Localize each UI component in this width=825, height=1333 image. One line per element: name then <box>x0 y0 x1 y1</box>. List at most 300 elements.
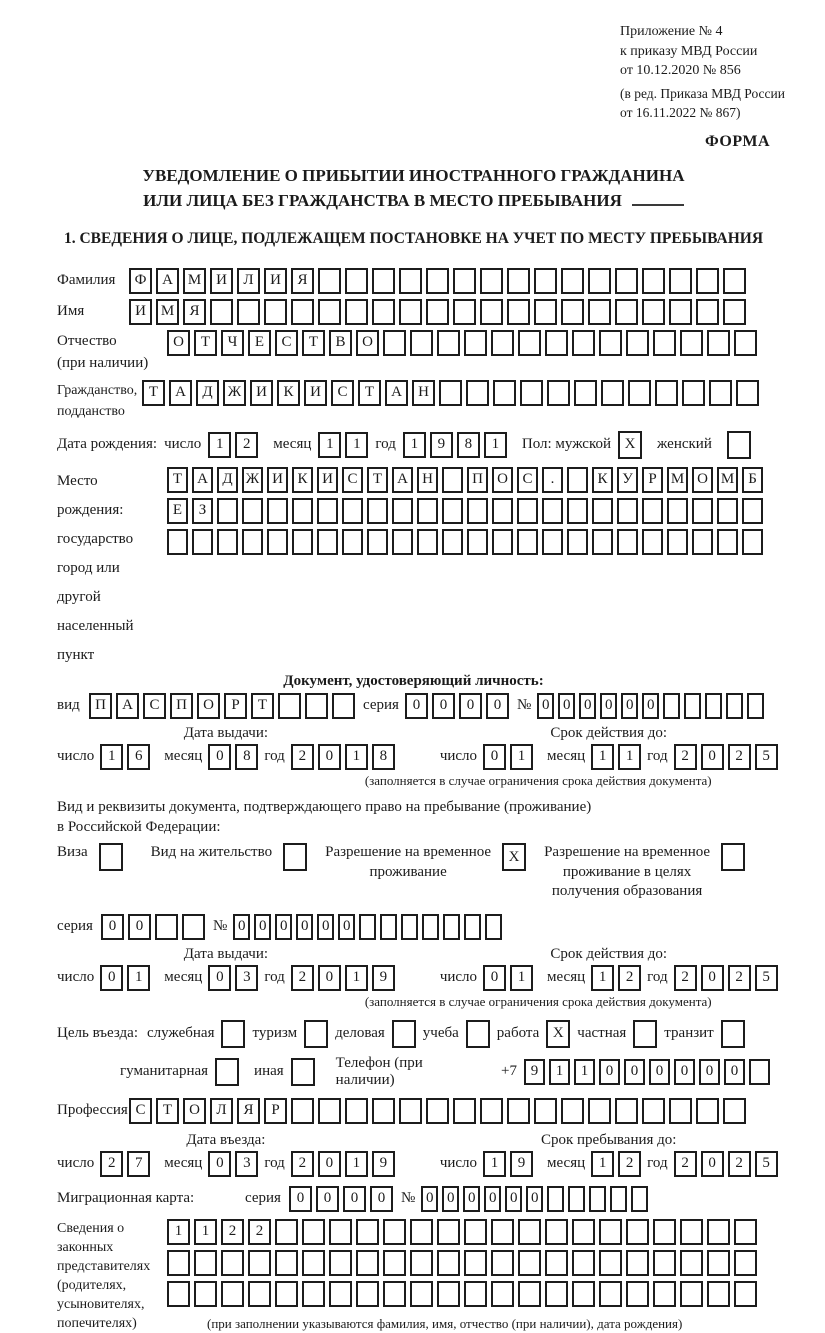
form-cell[interactable]: 0 <box>600 693 617 719</box>
form-cell[interactable] <box>736 380 759 406</box>
form-cell[interactable] <box>210 299 233 325</box>
form-cell[interactable] <box>682 380 705 406</box>
form-cell[interactable]: 1 <box>318 432 341 458</box>
form-cell[interactable]: 0 <box>674 1059 695 1085</box>
form-cell[interactable] <box>680 1281 703 1307</box>
form-cell[interactable] <box>410 1219 433 1245</box>
form-cell[interactable] <box>399 299 422 325</box>
form-cell[interactable]: 0 <box>649 1059 670 1085</box>
female-checkbox[interactable] <box>727 431 751 459</box>
form-cell[interactable]: Н <box>412 380 435 406</box>
form-cell[interactable] <box>547 380 570 406</box>
form-cell[interactable]: 0 <box>208 965 231 991</box>
form-cell[interactable]: А <box>385 380 408 406</box>
form-cell[interactable]: 0 <box>254 914 271 940</box>
form-cell[interactable]: А <box>116 693 139 719</box>
form-cell[interactable] <box>610 1186 627 1212</box>
form-cell[interactable] <box>466 380 489 406</box>
form-cell[interactable] <box>426 1098 449 1124</box>
form-cell[interactable] <box>655 380 678 406</box>
form-cell[interactable]: С <box>143 693 166 719</box>
form-cell[interactable]: 1 <box>574 1059 595 1085</box>
form-cell[interactable] <box>410 330 433 356</box>
form-cell[interactable] <box>194 1281 217 1307</box>
form-cell[interactable]: 2 <box>291 965 314 991</box>
form-cell[interactable]: 0 <box>463 1186 480 1212</box>
form-cell[interactable]: 1 <box>345 965 368 991</box>
form-cell[interactable] <box>545 1250 568 1276</box>
form-cell[interactable]: Т <box>156 1098 179 1124</box>
form-cell[interactable]: 1 <box>591 965 614 991</box>
form-cell[interactable] <box>547 1186 564 1212</box>
form-cell[interactable]: 8 <box>372 744 395 770</box>
form-cell[interactable]: 2 <box>674 965 697 991</box>
form-cell[interactable]: 2 <box>618 1151 641 1177</box>
form-cell[interactable]: К <box>277 380 300 406</box>
form-cell[interactable] <box>167 529 188 555</box>
form-cell[interactable]: Н <box>417 467 438 493</box>
form-cell[interactable] <box>692 498 713 524</box>
form-cell[interactable] <box>426 299 449 325</box>
form-cell[interactable] <box>467 529 488 555</box>
form-cell[interactable] <box>507 299 530 325</box>
form-cell[interactable]: 0 <box>316 1186 339 1212</box>
form-cell[interactable] <box>464 914 481 940</box>
form-cell[interactable] <box>401 914 418 940</box>
form-cell[interactable]: В <box>329 330 352 356</box>
form-cell[interactable] <box>615 1098 638 1124</box>
form-cell[interactable]: 0 <box>100 965 123 991</box>
form-cell[interactable] <box>275 1281 298 1307</box>
form-cell[interactable] <box>642 299 665 325</box>
form-cell[interactable] <box>734 330 757 356</box>
form-cell[interactable] <box>332 693 355 719</box>
form-cell[interactable] <box>318 1098 341 1124</box>
form-cell[interactable] <box>291 1098 314 1124</box>
form-cell[interactable]: 0 <box>289 1186 312 1212</box>
form-cell[interactable]: 5 <box>755 744 778 770</box>
form-cell[interactable]: 0 <box>483 965 506 991</box>
form-cell[interactable]: 0 <box>526 1186 543 1212</box>
form-cell[interactable]: Ч <box>221 330 244 356</box>
form-cell[interactable] <box>574 380 597 406</box>
form-cell[interactable] <box>542 529 563 555</box>
form-cell[interactable]: 2 <box>248 1219 271 1245</box>
form-cell[interactable] <box>367 529 388 555</box>
form-cell[interactable] <box>572 330 595 356</box>
form-cell[interactable]: О <box>492 467 513 493</box>
form-cell[interactable] <box>742 498 763 524</box>
form-cell[interactable] <box>242 529 263 555</box>
form-cell[interactable] <box>626 1281 649 1307</box>
form-cell[interactable]: Ф <box>129 268 152 294</box>
form-cell[interactable] <box>617 529 638 555</box>
form-cell[interactable] <box>275 1250 298 1276</box>
form-cell[interactable]: Д <box>217 467 238 493</box>
form-cell[interactable] <box>642 268 665 294</box>
form-cell[interactable] <box>302 1250 325 1276</box>
form-cell[interactable] <box>707 330 730 356</box>
form-cell[interactable]: К <box>292 467 313 493</box>
form-cell[interactable] <box>392 529 413 555</box>
form-cell[interactable] <box>372 268 395 294</box>
form-cell[interactable] <box>491 330 514 356</box>
form-cell[interactable]: М <box>183 268 206 294</box>
form-cell[interactable] <box>192 529 213 555</box>
form-cell[interactable]: П <box>467 467 488 493</box>
form-cell[interactable] <box>545 1219 568 1245</box>
form-cell[interactable]: М <box>667 467 688 493</box>
form-cell[interactable]: 0 <box>318 965 341 991</box>
form-cell[interactable] <box>568 1186 585 1212</box>
form-cell[interactable] <box>749 1059 770 1085</box>
form-cell[interactable]: 0 <box>724 1059 745 1085</box>
form-cell[interactable] <box>542 498 563 524</box>
form-cell[interactable] <box>480 1098 503 1124</box>
form-cell[interactable] <box>572 1219 595 1245</box>
form-cell[interactable]: О <box>183 1098 206 1124</box>
form-cell[interactable] <box>518 1219 541 1245</box>
form-cell[interactable] <box>167 1250 190 1276</box>
form-cell[interactable] <box>669 1098 692 1124</box>
form-cell[interactable] <box>592 498 613 524</box>
form-cell[interactable] <box>317 529 338 555</box>
form-cell[interactable]: Д <box>196 380 219 406</box>
form-cell[interactable]: 9 <box>372 1151 395 1177</box>
form-cell[interactable] <box>545 330 568 356</box>
form-cell[interactable] <box>302 1219 325 1245</box>
form-cell[interactable] <box>734 1219 757 1245</box>
form-cell[interactable] <box>442 467 463 493</box>
form-cell[interactable] <box>410 1281 433 1307</box>
form-cell[interactable]: 0 <box>579 693 596 719</box>
form-cell[interactable]: О <box>167 330 190 356</box>
form-cell[interactable] <box>399 1098 422 1124</box>
form-cell[interactable] <box>684 693 701 719</box>
form-cell[interactable] <box>717 498 738 524</box>
form-cell[interactable]: Л <box>237 268 260 294</box>
form-cell[interactable]: Ж <box>223 380 246 406</box>
form-cell[interactable] <box>442 529 463 555</box>
form-cell[interactable] <box>291 299 314 325</box>
form-cell[interactable] <box>305 693 328 719</box>
form-cell[interactable]: 1 <box>100 744 123 770</box>
form-cell[interactable] <box>345 299 368 325</box>
form-cell[interactable] <box>653 1250 676 1276</box>
form-cell[interactable] <box>329 1219 352 1245</box>
form-cell[interactable] <box>572 1250 595 1276</box>
form-cell[interactable]: Т <box>367 467 388 493</box>
form-cell[interactable] <box>680 1219 703 1245</box>
form-cell[interactable]: 0 <box>537 693 554 719</box>
form-cell[interactable]: 0 <box>701 965 724 991</box>
form-cell[interactable]: 2 <box>674 1151 697 1177</box>
form-cell[interactable]: 1 <box>510 965 533 991</box>
form-cell[interactable]: 0 <box>208 1151 231 1177</box>
form-cell[interactable] <box>383 1219 406 1245</box>
form-cell[interactable] <box>437 1219 460 1245</box>
form-cell[interactable] <box>726 693 743 719</box>
purpose-tourism-checkbox[interactable] <box>304 1020 328 1048</box>
form-cell[interactable] <box>383 1281 406 1307</box>
form-cell[interactable] <box>491 1281 514 1307</box>
form-cell[interactable] <box>437 1281 460 1307</box>
form-cell[interactable] <box>696 299 719 325</box>
form-cell[interactable]: 0 <box>486 693 509 719</box>
form-cell[interactable]: И <box>264 268 287 294</box>
form-cell[interactable]: Т <box>302 330 325 356</box>
form-cell[interactable] <box>696 1098 719 1124</box>
form-cell[interactable] <box>453 1098 476 1124</box>
form-cell[interactable] <box>626 1219 649 1245</box>
form-cell[interactable]: 1 <box>510 744 533 770</box>
form-cell[interactable]: . <box>542 467 563 493</box>
form-cell[interactable] <box>642 498 663 524</box>
form-cell[interactable] <box>680 1250 703 1276</box>
form-cell[interactable] <box>705 693 722 719</box>
form-cell[interactable]: П <box>89 693 112 719</box>
form-cell[interactable] <box>267 498 288 524</box>
form-cell[interactable] <box>615 268 638 294</box>
temporary-residence-education-checkbox[interactable] <box>721 843 745 871</box>
form-cell[interactable] <box>692 529 713 555</box>
form-cell[interactable] <box>626 330 649 356</box>
purpose-other-checkbox[interactable] <box>291 1058 315 1086</box>
form-cell[interactable] <box>392 498 413 524</box>
form-cell[interactable]: 9 <box>372 965 395 991</box>
form-cell[interactable] <box>217 529 238 555</box>
form-cell[interactable]: К <box>592 467 613 493</box>
form-cell[interactable] <box>275 1219 298 1245</box>
form-cell[interactable]: 9 <box>430 432 453 458</box>
form-cell[interactable]: 0 <box>624 1059 645 1085</box>
male-checkbox[interactable]: X <box>618 431 642 459</box>
form-cell[interactable] <box>561 268 584 294</box>
form-cell[interactable] <box>292 529 313 555</box>
form-cell[interactable] <box>667 529 688 555</box>
form-cell[interactable]: Р <box>642 467 663 493</box>
form-cell[interactable] <box>493 380 516 406</box>
form-cell[interactable]: 2 <box>728 744 751 770</box>
form-cell[interactable]: 0 <box>128 914 151 940</box>
form-cell[interactable]: 1 <box>194 1219 217 1245</box>
form-cell[interactable] <box>410 1250 433 1276</box>
purpose-transit-checkbox[interactable] <box>721 1020 745 1048</box>
form-cell[interactable] <box>517 529 538 555</box>
form-cell[interactable] <box>464 1219 487 1245</box>
form-cell[interactable] <box>601 380 624 406</box>
form-cell[interactable] <box>561 299 584 325</box>
form-cell[interactable]: 0 <box>699 1059 720 1085</box>
form-cell[interactable] <box>507 268 530 294</box>
form-cell[interactable] <box>669 268 692 294</box>
form-cell[interactable]: И <box>267 467 288 493</box>
form-cell[interactable]: 0 <box>233 914 250 940</box>
form-cell[interactable]: 1 <box>549 1059 570 1085</box>
form-cell[interactable] <box>372 299 395 325</box>
form-cell[interactable]: 0 <box>370 1186 393 1212</box>
form-cell[interactable] <box>723 299 746 325</box>
form-cell[interactable] <box>426 268 449 294</box>
form-cell[interactable]: 2 <box>728 965 751 991</box>
form-cell[interactable] <box>467 498 488 524</box>
form-cell[interactable] <box>617 498 638 524</box>
form-cell[interactable] <box>356 1219 379 1245</box>
form-cell[interactable] <box>545 1281 568 1307</box>
form-cell[interactable] <box>534 1098 557 1124</box>
form-cell[interactable] <box>628 380 651 406</box>
form-cell[interactable]: О <box>356 330 379 356</box>
form-cell[interactable]: М <box>717 467 738 493</box>
form-cell[interactable] <box>464 1250 487 1276</box>
form-cell[interactable] <box>653 330 676 356</box>
form-cell[interactable]: Т <box>251 693 274 719</box>
form-cell[interactable] <box>742 529 763 555</box>
form-cell[interactable]: 0 <box>338 914 355 940</box>
residence-permit-checkbox[interactable] <box>283 843 307 871</box>
form-cell[interactable] <box>653 1219 676 1245</box>
form-cell[interactable] <box>696 268 719 294</box>
form-cell[interactable] <box>439 380 462 406</box>
form-cell[interactable]: Т <box>142 380 165 406</box>
form-cell[interactable]: И <box>210 268 233 294</box>
form-cell[interactable]: Б <box>742 467 763 493</box>
form-cell[interactable]: С <box>331 380 354 406</box>
form-cell[interactable]: 2 <box>674 744 697 770</box>
form-cell[interactable]: 0 <box>621 693 638 719</box>
form-cell[interactable]: Я <box>237 1098 260 1124</box>
form-cell[interactable] <box>642 529 663 555</box>
form-cell[interactable] <box>417 529 438 555</box>
form-cell[interactable] <box>383 1250 406 1276</box>
form-cell[interactable] <box>248 1250 271 1276</box>
form-cell[interactable]: 0 <box>421 1186 438 1212</box>
form-cell[interactable] <box>302 1281 325 1307</box>
form-cell[interactable] <box>747 693 764 719</box>
form-cell[interactable] <box>723 1098 746 1124</box>
form-cell[interactable]: 2 <box>618 965 641 991</box>
form-cell[interactable]: 1 <box>208 432 231 458</box>
form-cell[interactable] <box>267 529 288 555</box>
form-cell[interactable]: О <box>197 693 220 719</box>
form-cell[interactable] <box>453 299 476 325</box>
purpose-business-checkbox[interactable] <box>392 1020 416 1048</box>
form-cell[interactable] <box>491 1250 514 1276</box>
form-cell[interactable] <box>567 467 588 493</box>
form-cell[interactable]: 6 <box>127 744 150 770</box>
form-cell[interactable] <box>561 1098 584 1124</box>
form-cell[interactable] <box>345 1098 368 1124</box>
form-cell[interactable] <box>592 529 613 555</box>
form-cell[interactable] <box>417 498 438 524</box>
form-cell[interactable] <box>442 498 463 524</box>
form-cell[interactable]: 0 <box>343 1186 366 1212</box>
form-cell[interactable] <box>356 1250 379 1276</box>
form-cell[interactable]: С <box>129 1098 152 1124</box>
form-cell[interactable] <box>626 1250 649 1276</box>
form-cell[interactable] <box>264 299 287 325</box>
form-cell[interactable]: И <box>304 380 327 406</box>
form-cell[interactable] <box>453 268 476 294</box>
form-cell[interactable]: 0 <box>484 1186 501 1212</box>
form-cell[interactable]: 2 <box>291 744 314 770</box>
form-cell[interactable] <box>653 1281 676 1307</box>
form-cell[interactable] <box>278 693 301 719</box>
form-cell[interactable]: А <box>192 467 213 493</box>
form-cell[interactable]: Я <box>291 268 314 294</box>
form-cell[interactable]: С <box>342 467 363 493</box>
form-cell[interactable]: М <box>156 299 179 325</box>
form-cell[interactable]: 0 <box>599 1059 620 1085</box>
form-cell[interactable]: С <box>517 467 538 493</box>
visa-checkbox[interactable] <box>99 843 123 871</box>
purpose-humanitarian-checkbox[interactable] <box>215 1058 239 1086</box>
form-cell[interactable] <box>518 330 541 356</box>
form-cell[interactable]: 0 <box>318 1151 341 1177</box>
form-cell[interactable] <box>588 1098 611 1124</box>
form-cell[interactable]: И <box>129 299 152 325</box>
form-cell[interactable]: 0 <box>317 914 334 940</box>
form-cell[interactable] <box>155 914 178 940</box>
form-cell[interactable]: И <box>250 380 273 406</box>
form-cell[interactable] <box>221 1250 244 1276</box>
form-cell[interactable] <box>318 299 341 325</box>
form-cell[interactable]: З <box>192 498 213 524</box>
form-cell[interactable] <box>464 330 487 356</box>
form-cell[interactable] <box>318 268 341 294</box>
form-cell[interactable] <box>572 1281 595 1307</box>
form-cell[interactable] <box>567 529 588 555</box>
form-cell[interactable]: 0 <box>483 744 506 770</box>
form-cell[interactable] <box>588 268 611 294</box>
form-cell[interactable] <box>588 299 611 325</box>
form-cell[interactable] <box>534 299 557 325</box>
form-cell[interactable] <box>329 1250 352 1276</box>
form-cell[interactable]: 1 <box>345 432 368 458</box>
form-cell[interactable]: А <box>156 268 179 294</box>
form-cell[interactable]: Т <box>194 330 217 356</box>
form-cell[interactable] <box>422 914 439 940</box>
form-cell[interactable] <box>329 1281 352 1307</box>
form-cell[interactable]: 5 <box>755 1151 778 1177</box>
form-cell[interactable] <box>734 1250 757 1276</box>
form-cell[interactable]: 2 <box>235 432 258 458</box>
form-cell[interactable]: 1 <box>403 432 426 458</box>
form-cell[interactable] <box>734 1281 757 1307</box>
form-cell[interactable]: 0 <box>642 693 659 719</box>
form-cell[interactable]: 1 <box>167 1219 190 1245</box>
form-cell[interactable] <box>567 498 588 524</box>
form-cell[interactable] <box>437 330 460 356</box>
form-cell[interactable]: 2 <box>291 1151 314 1177</box>
form-cell[interactable] <box>707 1219 730 1245</box>
form-cell[interactable]: 1 <box>591 1151 614 1177</box>
purpose-work-checkbox[interactable]: X <box>546 1020 570 1048</box>
form-cell[interactable]: 8 <box>235 744 258 770</box>
form-cell[interactable] <box>242 498 263 524</box>
form-cell[interactable] <box>492 529 513 555</box>
form-cell[interactable] <box>723 268 746 294</box>
form-cell[interactable]: А <box>392 467 413 493</box>
form-cell[interactable]: 0 <box>701 744 724 770</box>
form-cell[interactable] <box>534 268 557 294</box>
form-cell[interactable]: 1 <box>484 432 507 458</box>
form-cell[interactable] <box>342 498 363 524</box>
form-cell[interactable] <box>642 1098 665 1124</box>
form-cell[interactable] <box>194 1250 217 1276</box>
form-cell[interactable] <box>485 914 502 940</box>
form-cell[interactable]: 0 <box>459 693 482 719</box>
